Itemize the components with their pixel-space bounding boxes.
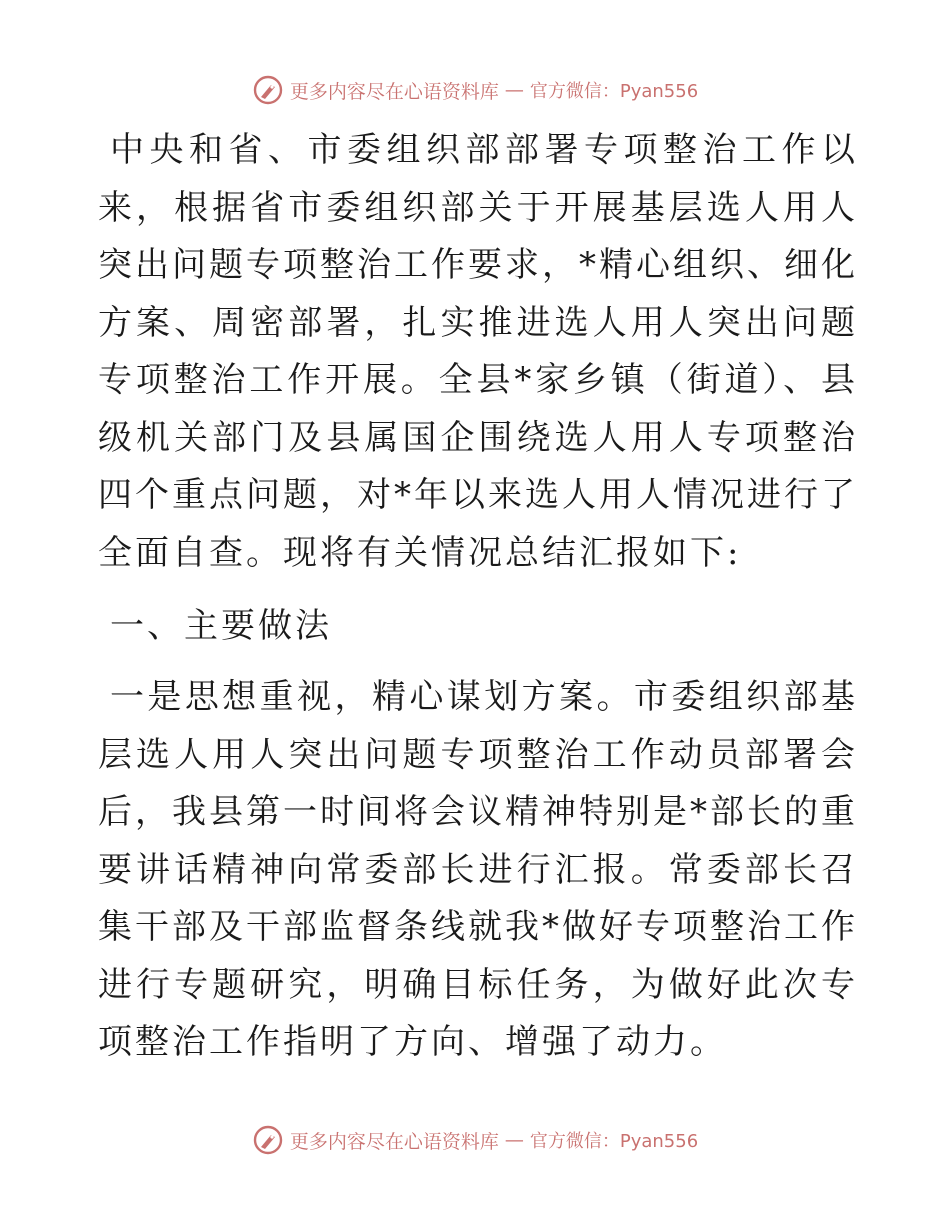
watermark-separator: — [504,1129,524,1151]
pen-nib-icon [252,74,284,106]
pen-nib-icon [252,1124,284,1156]
watermark-contact-text: 官方微信：Pyan556 [529,81,699,102]
watermark-brand-text: 更多内容尽在心语资料库 [289,1130,499,1153]
footer-watermark [0,1120,950,1160]
watermark-separator: — [504,79,524,101]
intro-paragraph: 中央和省、市委组织部部署专项整治工作以来，根据省市委组织部关于开展基层选人用人突出问题专项整治工作要求，*精心组织、细化方案、周密部署，扎实推进选人用人突出问题专项整治工作开展。全县*家乡镇（街道）、县级机关部门及县属国企围绕选人用人专项整治四个重点问题，对*年以来选人用人情况进行了全面自查。现将有关情况总结汇报如下: [98,130,858,573]
watermark-brand-text: 更多内容尽在心语资料库 [289,80,499,103]
watermark-contact-text: 官方微信：Pyan556 [529,1131,699,1152]
section-heading: 一、主要做法 [110,606,332,646]
document-body [98,122,858,1072]
point-one-paragraph: 一是思想重视，精心谋划方案。市委组织部基层选人用人突出问题专项整治工作动员部署会后，我县第一时间将会议精神特别是*部长的重要讲话精神向常委部长进行汇报。常委部长召集干部及干部监督条线就我*做好专项整治工作进行专题研究，明确目标任务，为做好此次专项整治工作指明了方向、增强了动力。 [98,677,858,1062]
header-watermark [0,70,950,110]
